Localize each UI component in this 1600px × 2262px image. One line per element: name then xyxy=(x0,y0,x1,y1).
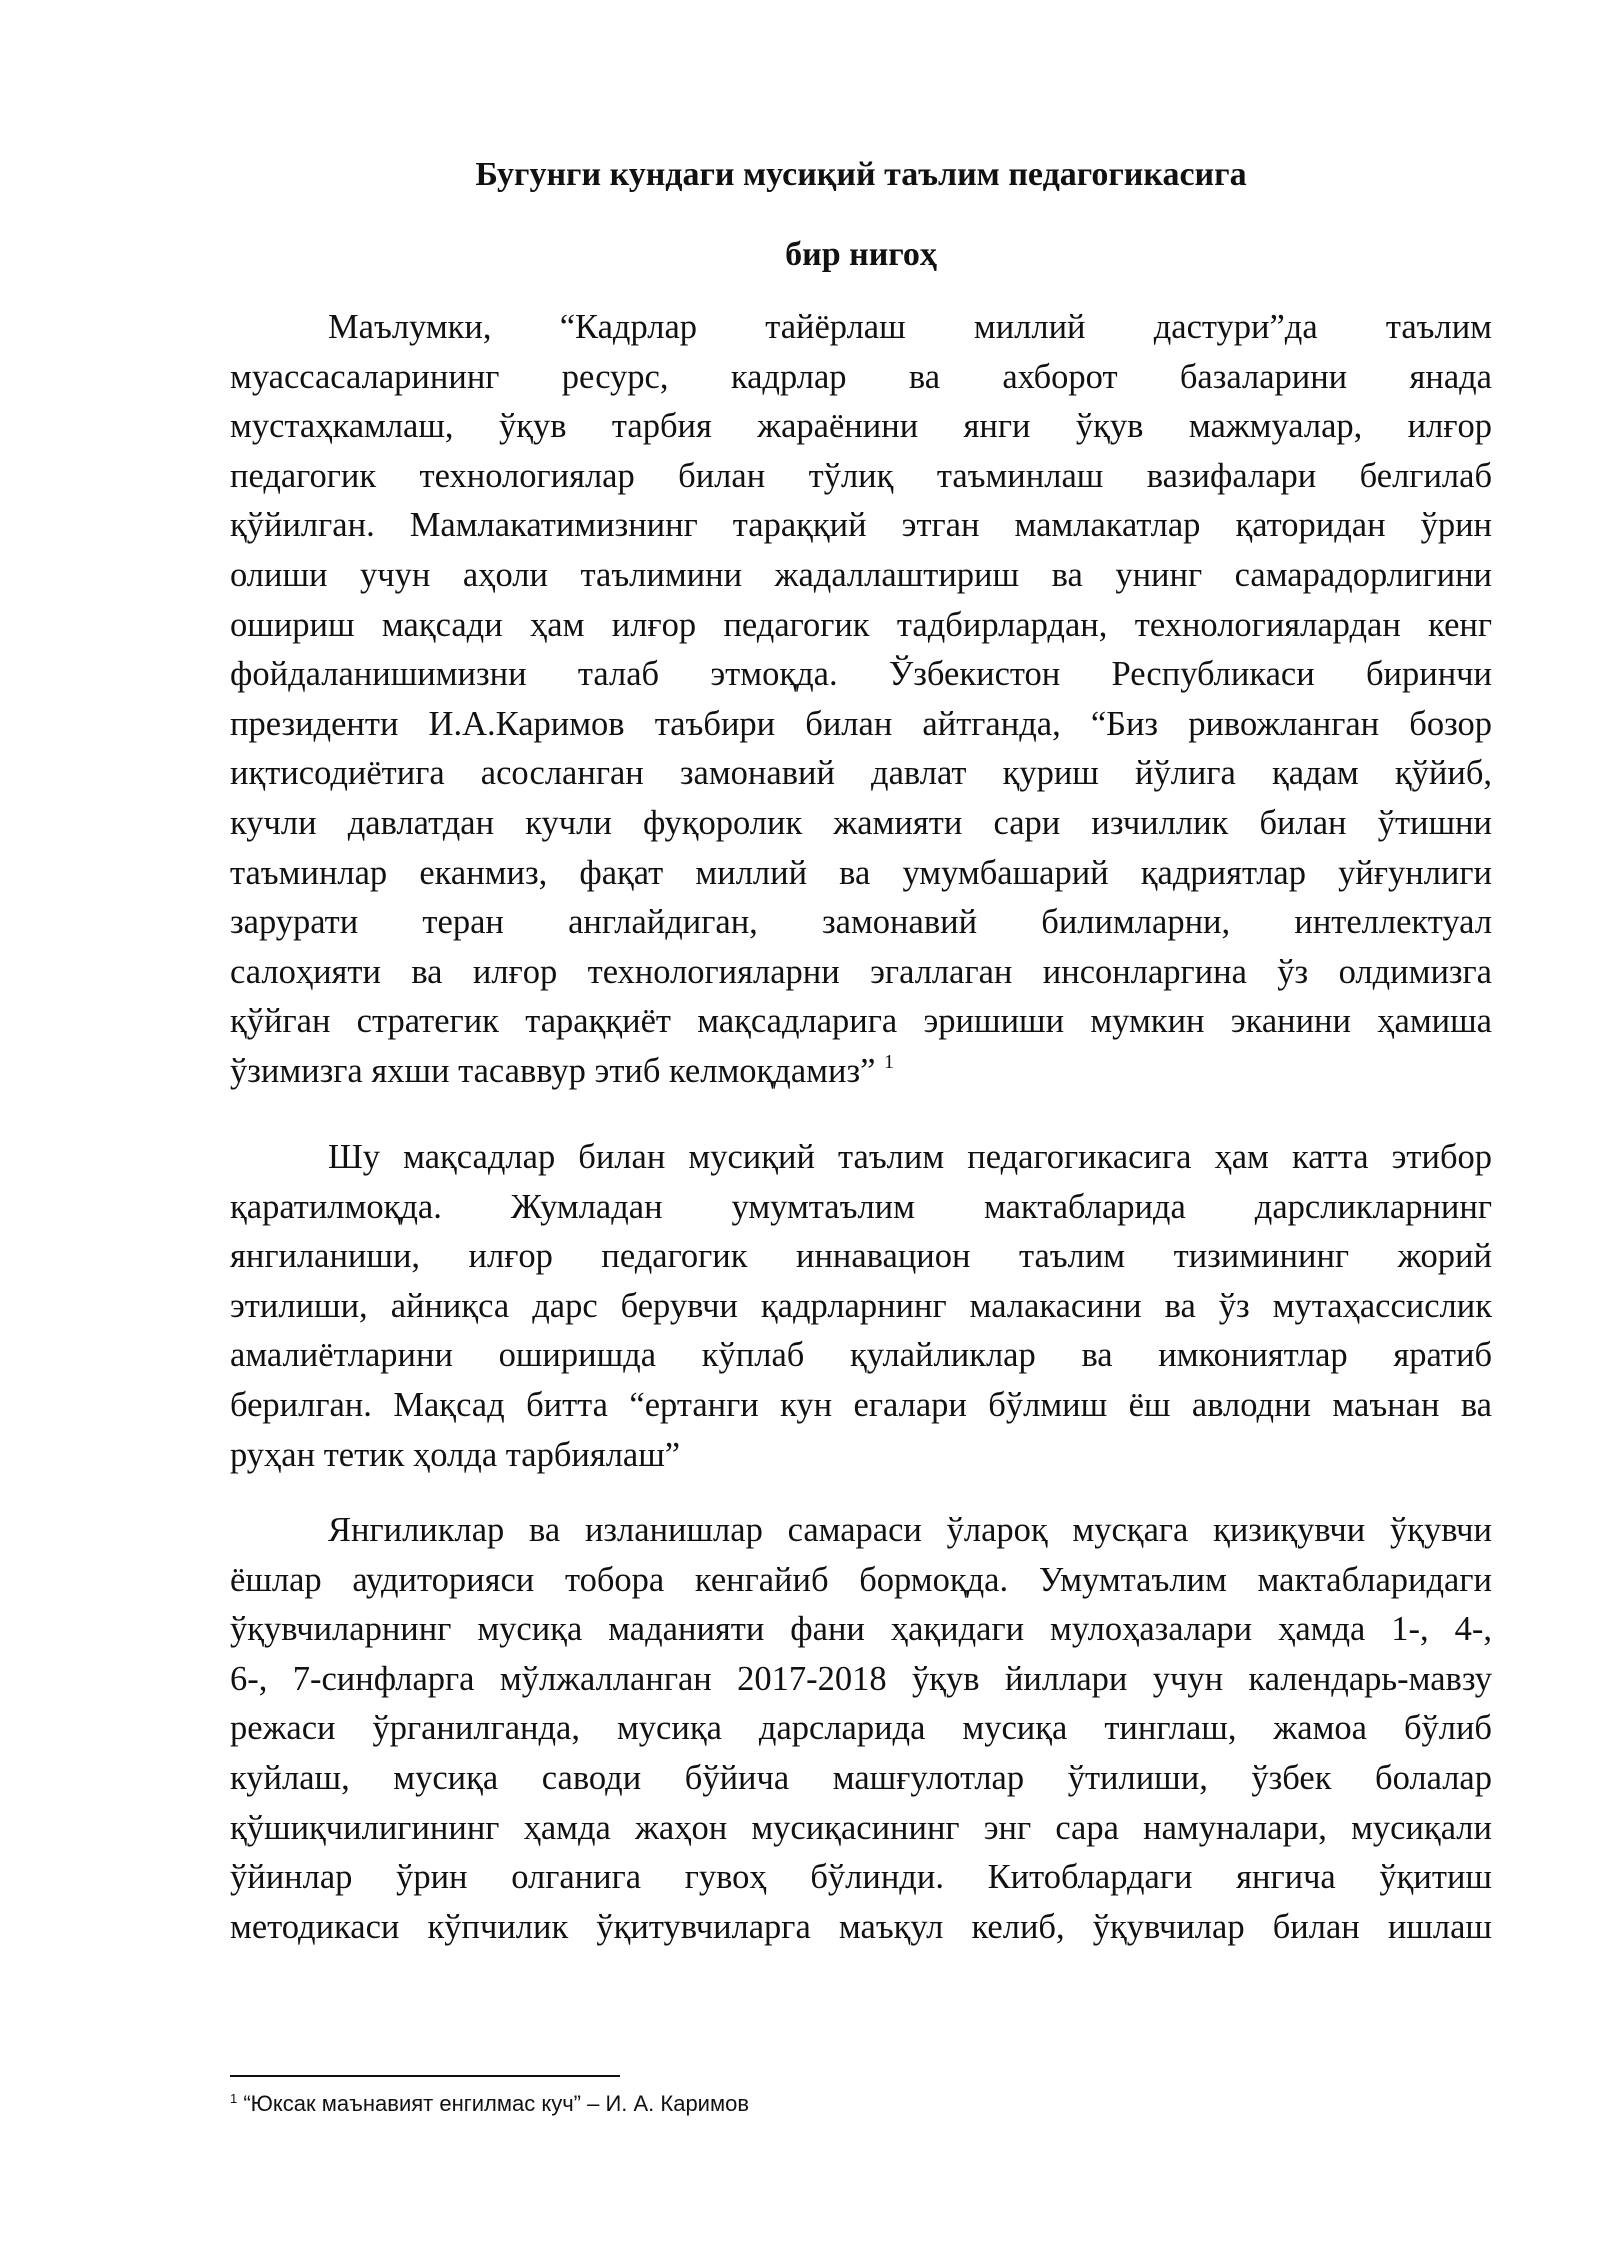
paragraph-3-line: режаси ўрганилганда, мусиқа дарсларида мусиқа тинглаш, жамоа бўлиб xyxy=(230,1709,1492,1748)
paragraph-1-line: таъминлар еканмиз, фақат миллий ва умумбашарий қадриятлар уйғунлиги xyxy=(230,853,1492,892)
paragraph-1-line: Маълумки, “Кадрлар тайёрлаш миллий дастури”да таълим xyxy=(328,308,1492,346)
paragraph-1 xyxy=(230,303,1492,1097)
paragraph-1-line: зарурати теран англайдиган, замонавий билимларни, интеллектуал xyxy=(230,903,1492,942)
paragraph-1-line: олиши учун аҳоли таълимини жадаллаштириш ва унинг самарадорлигини xyxy=(230,555,1492,594)
paragraph-2-line: қаратилмоқда. Жумладан умумтаълим мактабларида дарсликларнинг xyxy=(230,1187,1492,1226)
paragraph-1-line-text: ўзимизга яхши тасаввур этиб келмоқдамиз” xyxy=(230,1051,876,1090)
paragraph-1-line: муассасаларининг ресурс, кадрлар ва ахборот базаларини янада xyxy=(230,357,1492,396)
paragraph-3-line: қўшиқчилигининг ҳамда жаҳон мусиқасининг энг сара намуналари, мусиқали xyxy=(230,1808,1492,1847)
paragraph-1-line: қўйган стратегик тараққиёт мақсадларига эришиши мумкин эканини ҳамиша xyxy=(230,1002,1492,1041)
paragraph-1-line: фойдаланишимизни талаб этмоқда. Ўзбекистон Республикаси биринчи xyxy=(230,655,1492,694)
paragraph-3-line: куйлаш, мусиқа саводи бўйича машғулотлар ўтилиши, ўзбек болалар xyxy=(230,1758,1492,1797)
paragraph-2-line: амалиётларини оширишда кўплаб қулайликлар ва имкониятлар яратиб xyxy=(230,1336,1492,1375)
paragraph-3-line: ўқувчиларнинг мусиқа маданияти фани ҳақидаги мулоҳазалари ҳамда 1-, 4-, xyxy=(230,1610,1492,1649)
footnote-marker: 1 xyxy=(230,2091,238,2106)
footnote-separator xyxy=(230,2075,620,2077)
paragraph-3-line: Янгиликлар ва изланишлар самараси ўлароқ мусқага қизиқувчи ўқувчи xyxy=(328,1511,1492,1549)
document-title-line-1: Бугунги кундаги мусиқий таълим педагогикасига xyxy=(475,156,1247,193)
paragraph-1-line: президенти И.А.Каримов таъбири билан айтганда, “Биз ривожланган бозор xyxy=(230,704,1492,743)
paragraph-3 xyxy=(230,1506,1492,1952)
paragraph-3-line: 6-, 7-синфларга мўлжалланган 2017-2018 ўқув йиллари учун календарь-мавзу xyxy=(230,1659,1492,1698)
paragraph-1-line: қўйилган. Мамлакатимизнинг тараққий этган мамлакатлар қаторидан ўрин xyxy=(230,506,1492,545)
paragraph-1-line: мустаҳкамлаш, ўқув тарбия жараёнини янги ўқув мажмуалар, илғор xyxy=(230,407,1492,446)
paragraph-2-line: Шу мақсадлар билан мусиқий таълим педагогикасига ҳам катта этибор xyxy=(328,1138,1492,1176)
paragraph-1-line: педагогик технологиялар билан тўлиқ таъминлаш вазифалари белгилаб xyxy=(230,456,1492,495)
footnote xyxy=(230,2090,749,2118)
document-title-line-2: бир нигоҳ xyxy=(785,236,937,273)
paragraph-1-line: кучли давлатдан кучли фуқоролик жамияти сари изчиллик билан ўтишни xyxy=(230,803,1492,842)
paragraph-1-last-line xyxy=(230,1047,1492,1097)
paragraph-3-line: ёшлар аудиторияси тобора кенгайиб бормоқда. Умумтаълим мактабларидаги xyxy=(230,1560,1492,1599)
paragraph-2-line: этилиши, айниқса дарс берувчи қадрларнинг малакасини ва ўз мутаҳассислик xyxy=(230,1286,1492,1325)
footnote-text: “Юксак маънавият енгилмас куч” – И. А. Каримов xyxy=(243,2091,750,2116)
paragraph-1-line: иқтисодиётига асосланган замонавий давлат қуриш йўлига қадам қўйиб, xyxy=(230,754,1492,793)
paragraph-2-line: берилган. Мақсад битта “ертанги кун егалари бўлмиш ёш авлодни маънан ва xyxy=(230,1385,1492,1424)
footnote-reference[interactable]: 1 xyxy=(884,1050,895,1073)
paragraph-3-line: ўйинлар ўрин олганига гувоҳ бўлинди. Китоблардаги янгича ўқитиш xyxy=(230,1858,1492,1897)
paragraph-1-line: салоҳияти ва илғор технологияларни эгаллаган инсонларгина ўз олдимизга xyxy=(230,952,1492,991)
paragraph-1-line: ошириш мақсади ҳам илғор педагогик тадбирлардан, технологиялардан кенг xyxy=(230,605,1492,644)
paragraph-2 xyxy=(230,1133,1492,1480)
paragraph-2-line: руҳан тетик ҳолда тарбиялаш” xyxy=(230,1435,681,1474)
paragraph-2-line: янгиланиши, илғор педагогик иннавацион таълим тизимининг жорий xyxy=(230,1237,1492,1276)
paragraph-3-line: методикаси кўпчилик ўқитувчиларга маъқул келиб, ўқувчилар билан ишлаш xyxy=(230,1907,1492,1946)
